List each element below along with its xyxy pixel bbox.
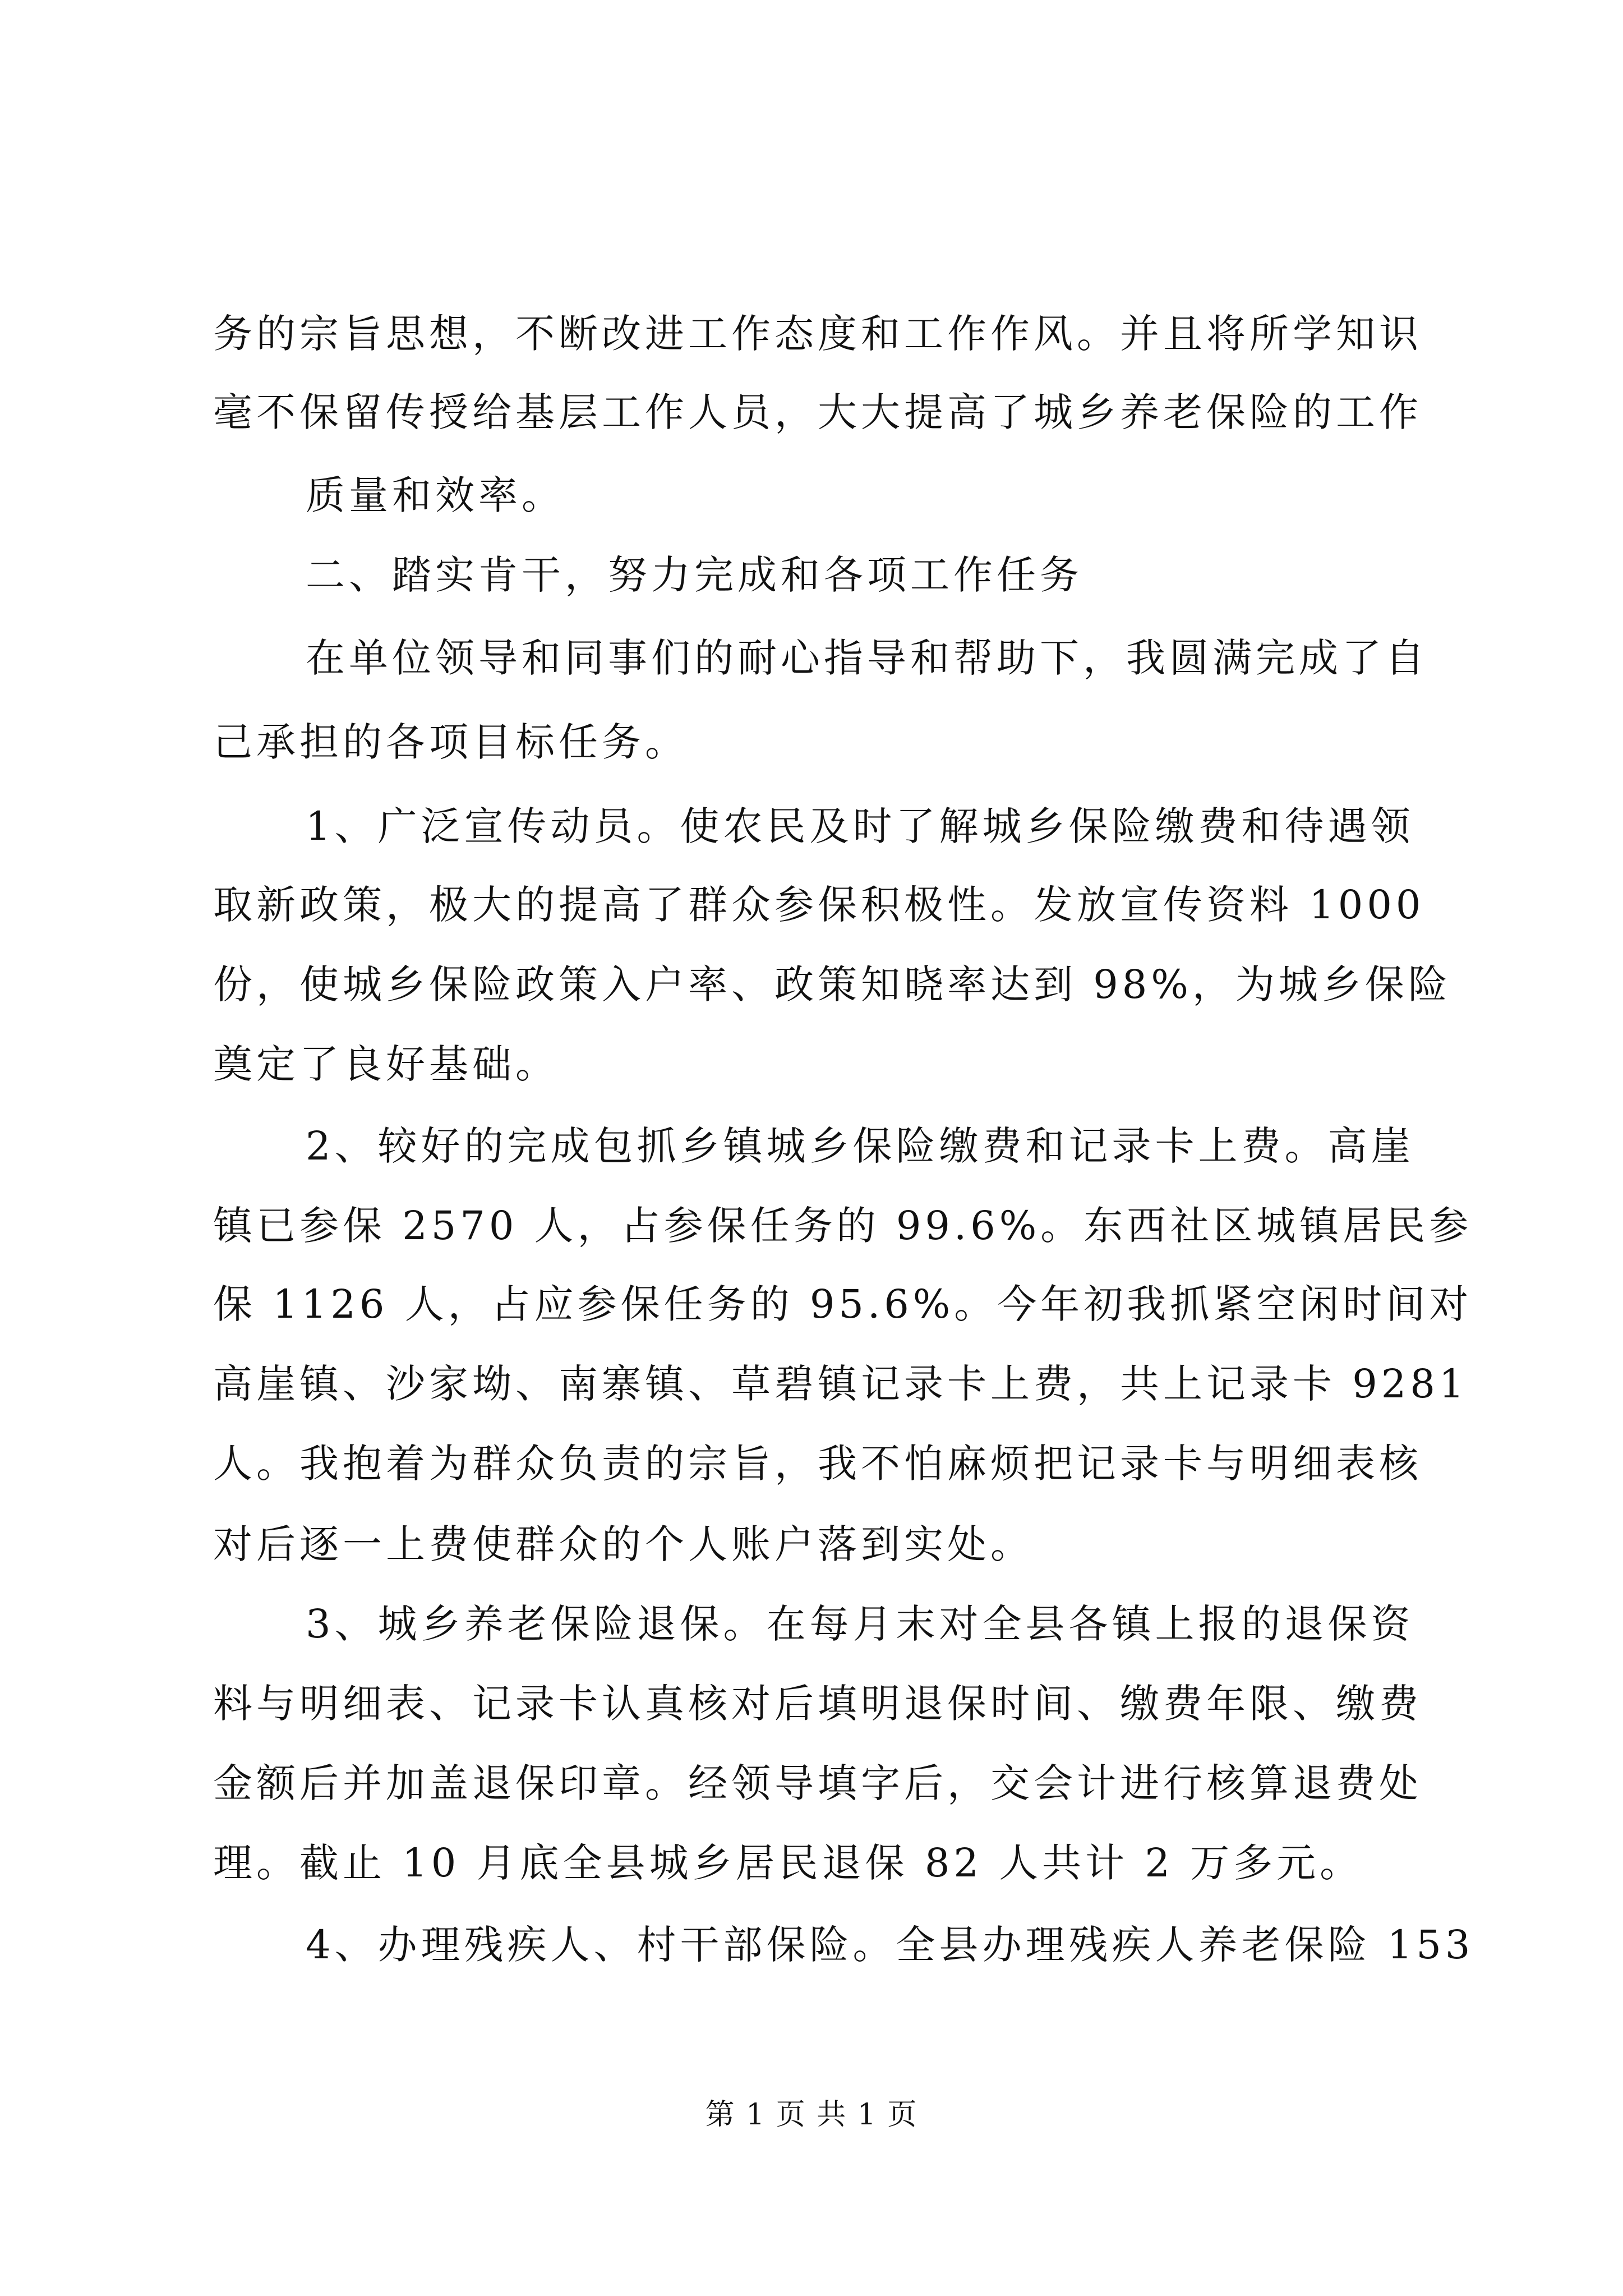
paragraph-line: 奠定了良好基础。 — [213, 1041, 559, 1087]
paragraph-line: 4、办理残疾人、村干部保险。全县办理残疾人养老保险 153 — [306, 1922, 1474, 1968]
paragraph-line: 保 1126 人，占应参保任务的 95.6%。今年初我抓紧空闲时间对 — [213, 1281, 1473, 1327]
paragraph-line: 1、广泛宣传动员。使农民及时了解城乡保险缴费和待遇领 — [306, 803, 1414, 849]
paragraph-line: 3、城乡养老保险退保。在每月末对全县各镇上报的退保资 — [306, 1601, 1414, 1647]
paragraph-line: 2、较好的完成包抓乡镇城乡保险缴费和记录卡上费。高崖 — [306, 1123, 1414, 1169]
paragraph-line: 毫不保留传授给基层工作人员，大大提高了城乡养老保险的工作 — [213, 389, 1422, 435]
paragraph-line: 己承担的各项目标任务。 — [213, 719, 688, 765]
paragraph-line: 在单位领导和同事们的耐心指导和帮助下，我圆满完成了自 — [306, 635, 1428, 681]
paragraph-line: 份，使城乡保险政策入户率、政策知晓率达到 98%，为城乡保险 — [213, 961, 1451, 1007]
paragraph-line: 对后逐一上费使群众的个人账户落到实处。 — [213, 1521, 1034, 1567]
paragraph-line: 金额后并加盖退保印章。经领导填字后，交会计进行核算退费处 — [213, 1760, 1422, 1806]
paragraph-line: 取新政策，极大的提高了群众参保积极性。发放宣传资料 1000 — [213, 882, 1425, 928]
section-heading: 二、踏实肯干，努力完成和各项工作任务 — [306, 552, 1083, 598]
paragraph-line: 质量和效率。 — [306, 472, 565, 518]
paragraph-line: 高崖镇、沙家坳、南寨镇、草碧镇记录卡上费，共上记录卡 9281 — [213, 1361, 1468, 1407]
paragraph-line: 料与明细表、记录卡认真核对后填明退保时间、缴费年限、缴费 — [213, 1681, 1422, 1727]
paragraph-line: 镇已参保 2570 人，占参保任务的 99.6%。东西社区城镇居民参 — [213, 1203, 1473, 1249]
paragraph-line: 务的宗旨思想，不断改进工作态度和工作作风。并且将所学知识 — [213, 311, 1422, 357]
page-number-footer: 第 1 页 共 1 页 — [705, 2098, 918, 2132]
paragraph-line: 理。截止 10 月底全县城乡居民退保 82 人共计 2 万多元。 — [213, 1840, 1363, 1886]
paragraph-line: 人。我抱着为群众负责的宗旨，我不怕麻烦把记录卡与明细表核 — [213, 1441, 1422, 1487]
